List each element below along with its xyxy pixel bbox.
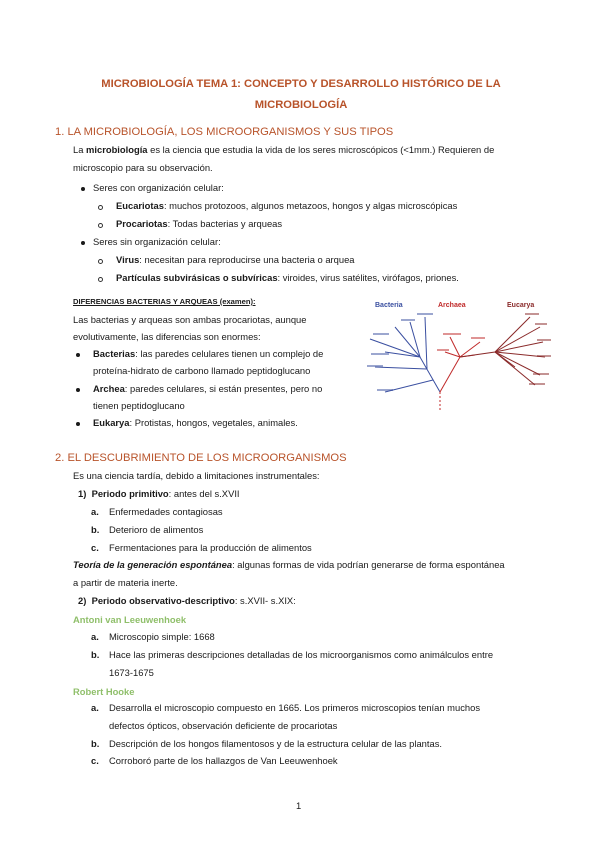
page-number: 1 — [296, 800, 302, 811]
archaea-branches — [440, 337, 480, 392]
tree-label-eucarya: Eucarya — [507, 302, 535, 309]
bacteria-label: Bacterias — [93, 348, 136, 359]
theory-text: : algunas formas de vida podrían generarse de forma espontánea — [232, 559, 505, 570]
eukarya-item — [93, 414, 298, 432]
cellular-item: Seres con organización celular: — [93, 182, 224, 193]
bullet-icon — [76, 422, 80, 426]
p1-item: Enfermedades contagiosas — [109, 506, 223, 517]
intro-post: es la ciencia que estudia la vida de los seres microscópicos (<1mm.) Requieren de — [147, 144, 495, 155]
period-2-text: : s.XVII- s.XIX: — [234, 595, 296, 606]
period-1 — [78, 485, 240, 503]
hooke-item: Desarrolla el microscopio compuesto en 1665. Los primeros microscopios tenían muchos — [109, 702, 481, 713]
eukarya-text: : Protistas, hongos, vegetales, animales. — [129, 417, 298, 428]
prokaryotes-text: : Todas bacterias y arqueas — [167, 218, 283, 229]
period-1-label: Periodo primitivo — [91, 488, 169, 499]
p1-item-mark: c. — [91, 542, 99, 553]
hooke-item: Corroboró parte de los hallazgos de Van Leeuwenhoek — [109, 755, 338, 766]
bullet-icon — [81, 187, 85, 191]
eukaryotes-label: Eucariotas — [116, 200, 164, 211]
leeu-item-line-2: 1673-1675 — [109, 667, 154, 678]
archea-item-line-2: tienen peptidoglucano — [93, 400, 185, 411]
intro-bold: microbiología — [86, 144, 148, 155]
spontaneous-generation — [73, 556, 543, 574]
leeu-item-mark: a. — [91, 631, 99, 642]
eukarya-label: Eukarya — [93, 417, 130, 428]
hooke-heading: Robert Hooke — [73, 686, 135, 697]
bullet-icon — [81, 241, 85, 245]
differences-para-2: evolutivamente, las diferencias son enormes: — [73, 331, 261, 342]
prokaryotes-label: Procariotas — [116, 218, 168, 229]
spontaneous-generation-line-2: a partir de materia inerte. — [73, 577, 178, 588]
subviral-text: : viroides, virus satélites, virófagos, priones. — [277, 272, 459, 283]
virus-label: Virus — [116, 254, 140, 265]
leeuwenhoek-heading: Antoni van Leeuwenhoek — [73, 614, 187, 625]
leeu-item-mark: b. — [91, 649, 100, 660]
period-1-number: 1) — [78, 488, 87, 499]
archea-label: Archea — [93, 383, 125, 394]
prokaryotes-item — [116, 215, 282, 233]
differences-para-1: Las bacterias y arqueas son ambas procariotas, aunque — [73, 314, 307, 325]
bacteria-item-line-2: proteína-hidrato de carbono llamado peptidoglucano — [93, 365, 311, 376]
hooke-item: Descripción de los hongos filamentosos y de la estructura celular de las plantas. — [109, 738, 442, 749]
circle-bullet-icon — [98, 277, 103, 282]
leeu-item: Hace las primeras descripciones detalladas de los microorganismos como animálculos entre — [109, 649, 494, 660]
intro-pre: La — [73, 144, 87, 155]
circle-bullet-icon — [98, 205, 103, 210]
period-1-text: : antes del s.XVII — [168, 488, 240, 499]
eukaryotes-item — [116, 197, 457, 215]
differences-heading: DIFERENCIAS BACTERIAS Y ARQUEAS (examen): — [73, 297, 256, 306]
p1-item: Fermentaciones para la producción de alimentos — [109, 542, 312, 553]
period-2 — [78, 592, 296, 610]
virus-text: : necesitan para reproducirse una bacteria o arquea — [139, 254, 355, 265]
section-1-heading: 1. LA MICROBIOLOGÍA, LOS MICROORGANISMOS Y SUS TIPOS — [55, 126, 394, 138]
p1-item: Deterioro de alimentos — [109, 524, 204, 535]
circle-bullet-icon — [98, 223, 103, 228]
phylogenetic-tree-figure — [365, 297, 555, 412]
archea-text: : paredes celulares, si están presentes, pero no — [124, 383, 323, 394]
period-2-label: Periodo observativo-descriptivo — [91, 595, 235, 606]
hooke-item-mark: c. — [91, 755, 99, 766]
page-title: MICROBIOLOGÍA TEMA 1: CONCEPTO Y DESARROLLO HISTÓRICO DE LA MICROBIOLOGÍA — [101, 78, 501, 111]
eukaryotes-text: : muchos protozoos, algunos metazoos, hongos y algas microscópicas — [163, 200, 458, 211]
section-2-intro: Es una ciencia tardía, debido a limitaciones instrumentales: — [73, 470, 320, 481]
virus-item — [116, 251, 355, 269]
hooke-item-mark: a. — [91, 702, 99, 713]
species-labels — [367, 313, 551, 391]
eucarya-branches — [460, 317, 545, 385]
p1-item-mark: a. — [91, 506, 99, 517]
section-2-heading: 2. EL DESCUBRIMIENTO DE LOS MICROORGANISMOS — [55, 452, 347, 464]
bacteria-text: : las paredes celulares tienen un complejo de — [135, 348, 324, 359]
theory-label: Teoría de la generación espontánea — [73, 559, 233, 570]
subviral-item — [116, 269, 459, 287]
intro-line-1 — [73, 141, 543, 159]
leeu-item: Microscopio simple: 1668 — [109, 631, 215, 642]
subviral-label: Partículas subvirásicas o subvíricas — [116, 272, 278, 283]
acellular-item: Seres sin organización celular: — [93, 236, 221, 247]
period-2-number: 2) — [78, 595, 87, 606]
hooke-item-line-2: defectos ópticos, observación deficiente de procariotas — [109, 720, 338, 731]
hooke-item-mark: b. — [91, 738, 100, 749]
bullet-icon — [76, 388, 80, 392]
tree-label-bacteria: Bacteria — [375, 302, 403, 309]
bacteria-item — [93, 345, 348, 363]
tree-label-archaea: Archaea — [438, 302, 466, 309]
archea-item — [93, 380, 348, 398]
intro-line-2: microscopio para su observación. — [73, 162, 213, 173]
p1-item-mark: b. — [91, 524, 100, 535]
bullet-icon — [76, 353, 80, 357]
circle-bullet-icon — [98, 259, 103, 264]
